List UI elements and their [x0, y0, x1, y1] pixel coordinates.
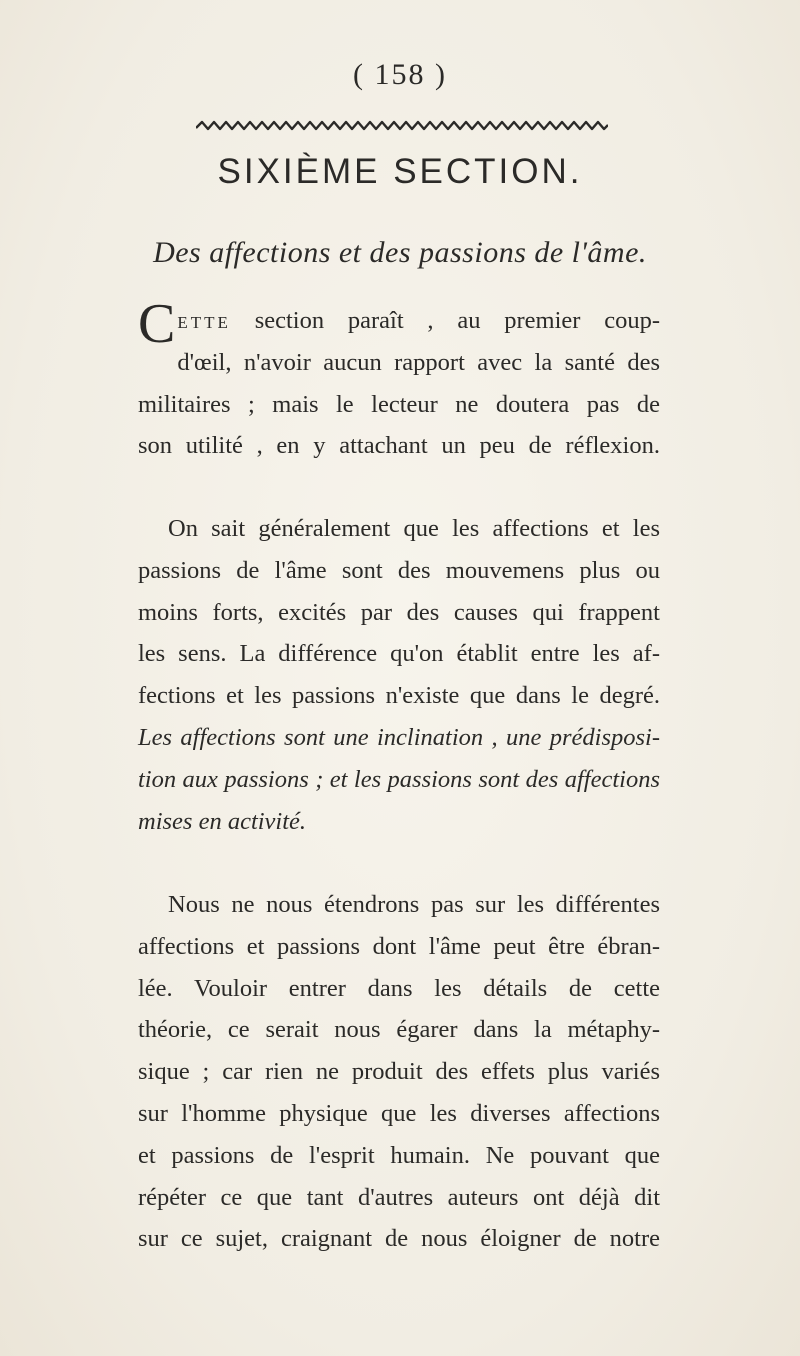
- text-line: tion aux passions ; et les passions sont des affections: [138, 765, 660, 793]
- text-line: son utilité , en y attachant un peu de réflexion.: [138, 432, 660, 460]
- text-line: passions de l'âme sont des mouvemens plus ou: [138, 556, 660, 584]
- section-title: SIXIÈME SECTION.: [217, 152, 583, 191]
- text-line: sur l'homme physique que les diverses affections: [138, 1099, 660, 1127]
- text-line: mises en activité.: [138, 807, 307, 835]
- text-line: On sait généralement que les affections et les: [168, 515, 660, 542]
- text-line: sur ce sujet, craignant de nous éloigner de notre: [138, 1225, 660, 1253]
- section-subtitle: Des affections et des passions de l'âme.: [153, 236, 647, 269]
- text-line: et passions de l'esprit humain. Ne pouvant que: [138, 1141, 660, 1169]
- text-line: Nous ne nous étendrons pas sur les différentes: [168, 891, 660, 918]
- text-line: fections et les passions n'existe que dans le degré.: [138, 682, 660, 710]
- text-line: ette section paraît , au premier coup-: [177, 307, 660, 334]
- drop-cap: C: [138, 293, 176, 355]
- text-line: militaires ; mais le lecteur ne doutera pas de: [138, 390, 660, 418]
- paragraph-1: [138, 293, 660, 467]
- page-number: ( 158 ): [353, 58, 447, 91]
- text-line: Les affections sont une inclination , une prédisposi-: [138, 723, 660, 751]
- text-line: d'œil, n'avoir aucun rapport avec la santé des: [177, 348, 660, 376]
- text-line: répéter ce que tant d'autres auteurs ont déjà dit: [138, 1183, 660, 1211]
- paragraph-3: [138, 884, 660, 1260]
- paragraph-2: [138, 508, 660, 842]
- text-line: les sens. La différence qu'on établit entre les af-: [138, 640, 660, 668]
- text-line: affections et passions dont l'âme peut être ébran-: [138, 932, 660, 960]
- text-line: moins forts, excités par des causes qui frappent: [138, 598, 660, 626]
- text-line: théorie, ce serait nous égarer dans la métaphy-: [138, 1016, 660, 1044]
- zigzag-rule-icon: [196, 118, 608, 134]
- text-line: sique ; car rien ne produit des effets plus variés: [138, 1058, 660, 1086]
- text-line: lée. Vouloir entrer dans les détails de cette: [138, 974, 660, 1002]
